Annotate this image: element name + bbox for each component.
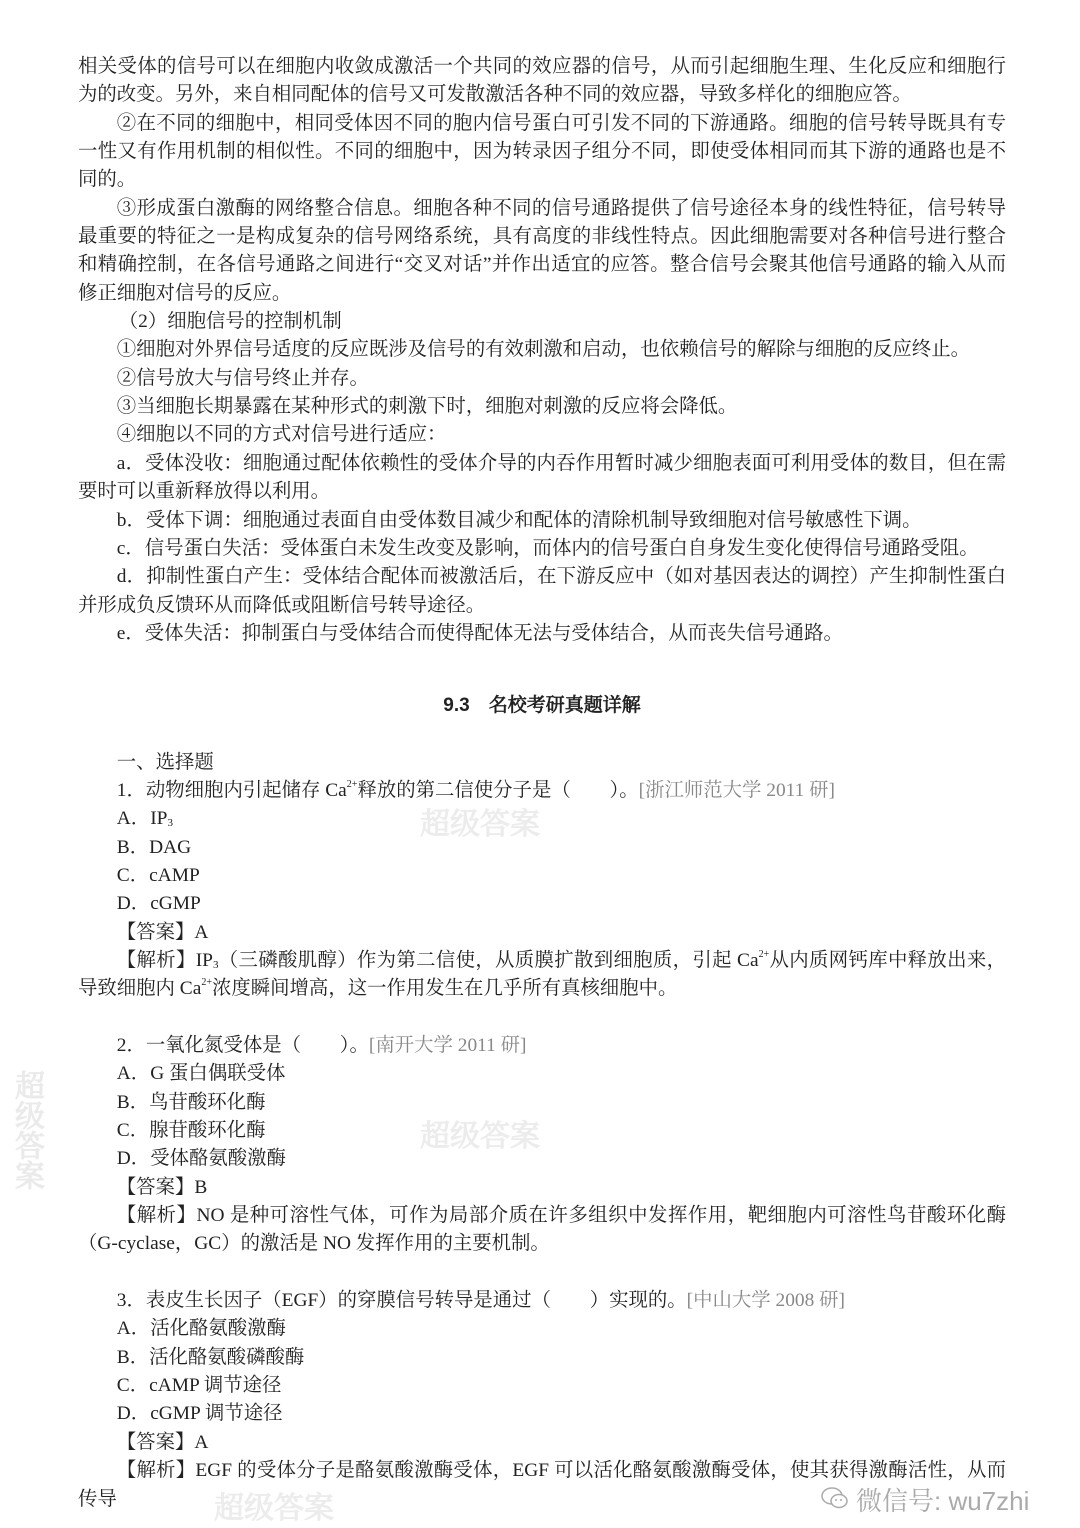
paragraph: d．抑制性蛋白产生：受体结合配体而被激活后，在下游反应中（如对基因表达的调控）产生抑制性蛋白并形成负反馈环从而降低或阻断信号转导途径。 <box>78 566 1006 616</box>
paragraph: ②信号放大与信号终止并存。 <box>116 367 369 389</box>
option: D．cGMP 调节途径 <box>116 1403 283 1425</box>
paragraph: ②在不同的细胞中，相同受体因不同的胞内信号蛋白可引发不同的下游通路。细胞的信号转导既具有专一性又有作用机制的相似性。不同的细胞中，因为转录因子组分不同，即使受体相同而其下游的通路也是不同的。 <box>78 112 1006 191</box>
watermark: 超级答案 <box>10 1070 43 1190</box>
wechat-watermark <box>820 1484 1029 1518</box>
answer: 【答案】A <box>116 921 209 943</box>
paragraph: ①细胞对外界信号适度的反应既涉及信号的有效刺激和启动，也依赖信号的解除与细胞的反应终止。 <box>116 339 970 361</box>
explanation: 【解析】EGF 的受体分子是酪氨酸激酶受体，EGF 可以活化酪氨酸激酶受体，使其获得激酶活性，从而传导 <box>78 1460 1006 1510</box>
paragraph: a．受体没收：细胞通过配体依赖性的受体介导的内吞作用暂时减少细胞表面可利用受体的数目，但在需要时可以重新释放得以利用。 <box>78 452 1006 503</box>
wechat-icon <box>820 1484 850 1518</box>
question-2 <box>78 1032 1006 1060</box>
q-stem: 释放的第二信使分子是（ ）。 <box>357 779 639 801</box>
option: C．cAMP <box>116 864 200 886</box>
answer: 【答案】B <box>116 1176 208 1198</box>
option: D．受体酪氨酸激酶 <box>116 1148 286 1170</box>
exp-text: 【解析】IP <box>116 949 213 971</box>
option: A．G 蛋白偶联受体 <box>116 1063 286 1085</box>
subheading: （2）细胞信号的控制机制 <box>118 311 342 333</box>
q-source: [中山大学 2008 研] <box>686 1290 846 1312</box>
option: A．活化酪氨酸激酶 <box>116 1318 286 1340</box>
answer: 【答案】A <box>116 1431 209 1453</box>
exp-text: （三磷酸肌醇）作为第二信使，从质膜扩散到细胞质，引起 Ca <box>218 949 759 971</box>
part-title: 一、选择题 <box>116 751 214 773</box>
watermark: 超级答案 <box>420 1120 540 1153</box>
option: C．cAMP 调节途径 <box>116 1375 282 1397</box>
subscript: 3 <box>167 817 173 830</box>
q-stem: 1．动物细胞内引起储存 Ca <box>116 779 347 801</box>
paragraph: b．受体下调：细胞通过表面自由受体数目减少和配体的清除机制导致细胞对信号敏感性下调。 <box>116 509 922 531</box>
paragraph: ④细胞以不同的方式对信号进行适应： <box>116 424 447 446</box>
superscript: 2+ <box>201 977 212 989</box>
watermark: 超级答案 <box>420 808 540 841</box>
option: D．cGMP <box>116 893 201 915</box>
explanation: 【解析】NO 是种可溶性气体，可作为局部介质在许多组织中发挥作用，靶细胞内可溶性鸟苷酸环化酶（G-cyclase，GC）的激活是 NO 发挥作用的主要机制。 <box>78 1205 1006 1255</box>
watermark: 超级答案 <box>214 1492 334 1525</box>
question-1 <box>78 777 1006 805</box>
option: B．鸟苷酸环化酶 <box>116 1091 266 1113</box>
option <box>78 805 1006 833</box>
q-source: [浙江师范大学 2011 研] <box>638 779 836 801</box>
explanation <box>78 947 1006 1004</box>
paragraph: 相关受体的信号可以在细胞内收敛成激活一个共同的效应器的信号，从而引起细胞生理、生化反应和细胞行为的改变。另外，来自相同配体的信号又可发散激活各种不同的效应器，导致多样化的细胞应答。 <box>78 56 1006 106</box>
paragraph: ③当细胞长期暴露在某种形式的刺激下时，细胞对刺激的反应将会降低。 <box>116 396 738 418</box>
paragraph: ③形成蛋白激酶的网络整合信息。细胞各种不同的信号通路提供了信号途径本身的线性特征，信号转导最重要的特征之一是构成复杂的信号网络系统，具有高度的非线性特点。因此细胞需要对各种信号进行整合和精确控制，在各信号通路之间进行“交叉对话”并作出适宜的应答。整合信号会聚其他信号通路的输入从而修正细胞对信号的反应。 <box>78 197 1006 304</box>
paragraph: c．信号蛋白失活：受体蛋白未发生改变及影响，而体内的信号蛋白自身发生变化使得信号通路受阻。 <box>116 537 979 559</box>
q-source: [南开大学 2011 研] <box>368 1035 527 1056</box>
q-stem: 3．表皮生长因子（EGF）的穿膜信号转导是通过（ ）实现的。 <box>116 1290 687 1312</box>
paragraph: e．受体失活：抑制蛋白与受体结合而使得配体无法与受体结合，从而丧失信号通路。 <box>116 622 843 644</box>
superscript: 2+ <box>758 948 770 960</box>
wechat-id: 微信号: wu7zhi <box>856 1486 1030 1516</box>
option-text: A．IP <box>116 808 168 830</box>
superscript: 2+ <box>346 778 358 790</box>
option: B．活化酪氨酸磷酸酶 <box>116 1346 305 1368</box>
option: B．DAG <box>116 836 192 858</box>
exp-text: 浓度瞬间增高，这一作用发生在几乎所有真核细胞中。 <box>211 978 678 1000</box>
option: C．腺苷酸环化酶 <box>116 1120 266 1142</box>
document-body <box>78 53 1006 1514</box>
exp-text: 从内质网钙库中释放出来，导致细胞内 Ca <box>78 949 1007 1000</box>
subscript: 3 <box>212 958 219 971</box>
q-stem: 2．一氧化氮受体是（ ）。 <box>116 1035 369 1056</box>
question-3 <box>78 1287 1006 1315</box>
section-heading: 9.3 名校考研真题详解 <box>443 695 641 717</box>
